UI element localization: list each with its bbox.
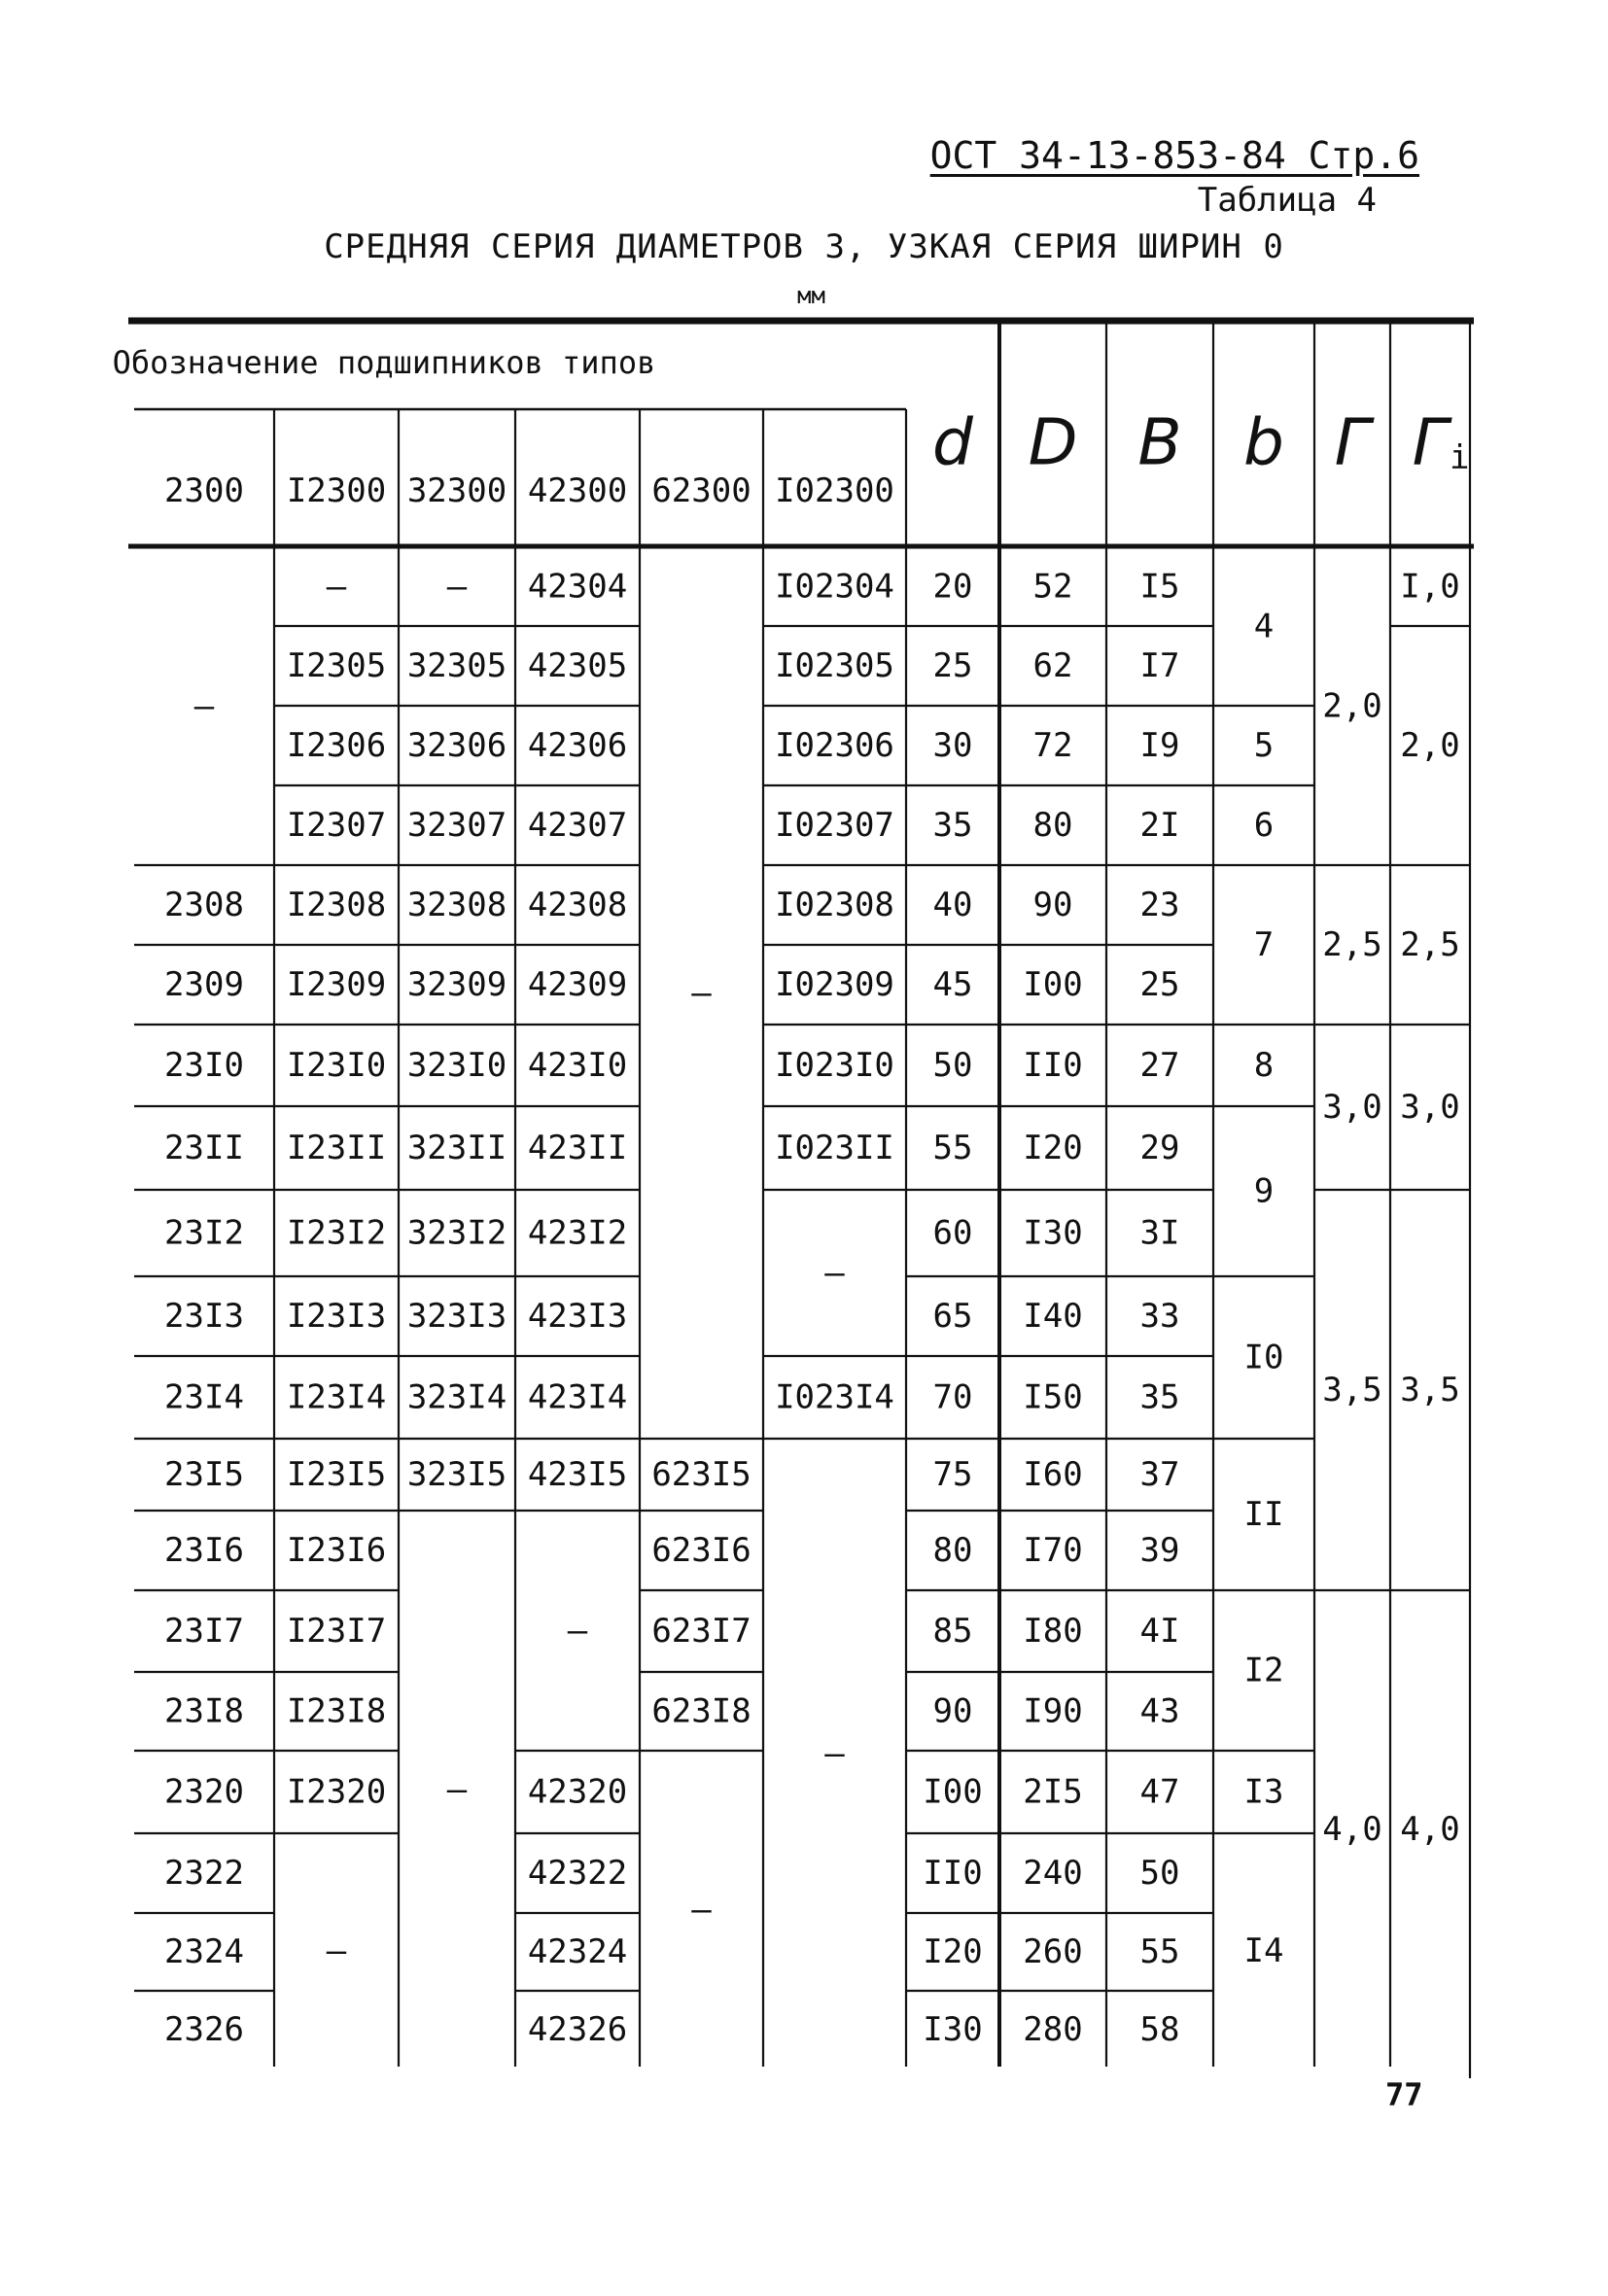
cell-12300: I2308 bbox=[286, 886, 387, 924]
cell-2300: 2320 bbox=[164, 1772, 244, 1812]
cell-42300: 42320 bbox=[527, 1772, 628, 1812]
cell-42300: 42306 bbox=[527, 726, 628, 765]
cell-d: 25 bbox=[932, 646, 973, 685]
cell-42300: 423I3 bbox=[527, 1297, 628, 1336]
type-header-5: I02300 bbox=[775, 471, 894, 510]
cell-D: 240 bbox=[1023, 1854, 1083, 1893]
table-cells bbox=[113, 344, 1470, 2049]
cell-2300: 23I8 bbox=[164, 1691, 244, 1731]
cell-12300: I2305 bbox=[286, 646, 387, 685]
cell-B: 27 bbox=[1139, 1046, 1180, 1085]
cell-b: I2 bbox=[1243, 1651, 1284, 1690]
cell-r1: 4,0 bbox=[1400, 1810, 1460, 1849]
cell-2300: 2322 bbox=[164, 1854, 244, 1893]
cell-B: I7 bbox=[1139, 646, 1180, 685]
cell-12300: I23I0 bbox=[286, 1046, 387, 1085]
cell-102300: I02309 bbox=[775, 965, 894, 1004]
cell-32300: 32307 bbox=[406, 806, 507, 845]
cell-D: 72 bbox=[1032, 726, 1073, 765]
cell-D: I80 bbox=[1023, 1612, 1083, 1651]
cell-102300: I02307 bbox=[775, 806, 894, 845]
cell-32300: 323I0 bbox=[406, 1046, 507, 1085]
cell-12300: — bbox=[326, 567, 347, 607]
cell-B: 4I bbox=[1139, 1612, 1180, 1651]
cell-102300: I023II bbox=[775, 1129, 894, 1167]
cell-2300: 23I5 bbox=[164, 1455, 244, 1494]
cell-42300: — bbox=[567, 1611, 588, 1651]
cell-12300: I23I3 bbox=[286, 1297, 387, 1336]
cell-2300: 23I4 bbox=[164, 1377, 244, 1417]
d-header: d bbox=[932, 404, 973, 480]
cell-D: 280 bbox=[1023, 2010, 1083, 2049]
cell-12300: I23I4 bbox=[286, 1377, 387, 1417]
cell-b: 6 bbox=[1253, 806, 1275, 845]
cell-102300: — bbox=[824, 1253, 845, 1293]
cell-d: 65 bbox=[932, 1297, 973, 1336]
cell-32300: 323I3 bbox=[406, 1297, 507, 1336]
cell-32300: 32308 bbox=[406, 886, 507, 924]
cell-62300: — bbox=[691, 973, 712, 1013]
cell-12300: I23I8 bbox=[286, 1691, 387, 1731]
r1-subscript: i bbox=[1450, 438, 1470, 477]
cell-r1: 2,5 bbox=[1400, 925, 1460, 964]
cell-r: 4,0 bbox=[1322, 1810, 1382, 1849]
cell-D: 52 bbox=[1032, 567, 1073, 607]
cell-d: 40 bbox=[932, 886, 973, 924]
cell-102300: I02306 bbox=[775, 726, 894, 765]
cell-42300: 423II bbox=[527, 1129, 628, 1167]
cell-B: 37 bbox=[1139, 1455, 1180, 1494]
cell-32300: — bbox=[446, 1770, 468, 1809]
cell-2300: — bbox=[193, 686, 215, 726]
cell-d: 70 bbox=[932, 1377, 973, 1417]
cell-r: 3,5 bbox=[1322, 1371, 1382, 1409]
cell-102300: — bbox=[824, 1734, 845, 1773]
cell-12300: I23I2 bbox=[286, 1213, 387, 1253]
type-header-3: 42300 bbox=[527, 471, 628, 510]
cell-d: 75 bbox=[932, 1455, 973, 1494]
cell-D: I30 bbox=[1023, 1213, 1083, 1253]
cell-42300: 42322 bbox=[527, 1854, 628, 1893]
cell-b: 4 bbox=[1253, 607, 1275, 646]
r1-header: Г bbox=[1412, 404, 1449, 480]
cell-12300: I23II bbox=[286, 1129, 387, 1167]
cell-42300: 423I4 bbox=[527, 1377, 628, 1417]
cell-b: 5 bbox=[1253, 726, 1275, 765]
cell-12300: I23I5 bbox=[286, 1455, 387, 1494]
cell-42300: 42324 bbox=[527, 1932, 628, 1971]
cell-d: 55 bbox=[932, 1129, 973, 1167]
B-header: B bbox=[1137, 404, 1182, 480]
unit-label: мм bbox=[797, 282, 825, 309]
cell-2300: 2309 bbox=[164, 965, 244, 1004]
cell-32300: 32306 bbox=[406, 726, 507, 765]
cell-r1: 2,0 bbox=[1400, 726, 1460, 765]
cell-D: 62 bbox=[1032, 646, 1073, 685]
cell-B: 55 bbox=[1139, 1932, 1180, 1971]
cell-B: 50 bbox=[1139, 1854, 1180, 1893]
cell-B: I9 bbox=[1139, 726, 1180, 765]
cell-B: I5 bbox=[1139, 567, 1180, 607]
table-title: СРЕДНЯЯ СЕРИЯ ДИАМЕТРОВ 3, УЗКАЯ СЕРИЯ ШИРИН 0 bbox=[324, 227, 1284, 266]
cell-D: I20 bbox=[1023, 1129, 1083, 1167]
cell-d: I00 bbox=[923, 1772, 983, 1812]
cell-42300: 423I2 bbox=[527, 1213, 628, 1253]
cell-32300: 323II bbox=[406, 1129, 507, 1167]
cell-62300: 623I7 bbox=[651, 1612, 752, 1651]
cell-32300: 32305 bbox=[406, 646, 507, 685]
cell-32300: 32309 bbox=[406, 965, 507, 1004]
group-header: Обозначение подшипников типов bbox=[112, 344, 656, 381]
cell-B: 39 bbox=[1139, 1531, 1180, 1570]
cell-r: 3,0 bbox=[1322, 1088, 1382, 1127]
cell-32300: — bbox=[446, 567, 468, 607]
cell-d: I20 bbox=[923, 1932, 983, 1971]
cell-B: 33 bbox=[1139, 1297, 1180, 1336]
cell-32300: 323I5 bbox=[406, 1455, 507, 1494]
cell-102300: I023I0 bbox=[775, 1046, 894, 1085]
cell-2300: 2326 bbox=[164, 2010, 244, 2049]
cell-b: I4 bbox=[1243, 1931, 1284, 1970]
cell-b: 7 bbox=[1253, 925, 1275, 964]
page-number: 77 bbox=[1385, 2076, 1423, 2113]
cell-12300: I2306 bbox=[286, 726, 387, 765]
document-code: ОСТ 34-13-853-84 Стр.6 bbox=[929, 134, 1419, 177]
cell-12300: I2307 bbox=[286, 806, 387, 845]
cell-B: 58 bbox=[1139, 2010, 1180, 2049]
cell-102300: I023I4 bbox=[775, 1377, 894, 1417]
cell-r: 2,0 bbox=[1322, 686, 1382, 726]
cell-D: I40 bbox=[1023, 1297, 1083, 1336]
cell-42300: 423I0 bbox=[527, 1046, 628, 1085]
cell-12300: I23I6 bbox=[286, 1531, 387, 1570]
cell-D: 260 bbox=[1023, 1932, 1083, 1971]
cell-42300: 42304 bbox=[527, 567, 628, 607]
cell-D: I90 bbox=[1023, 1691, 1083, 1731]
cell-d: 80 bbox=[932, 1531, 973, 1570]
D-header: D bbox=[1028, 404, 1078, 480]
cell-b: II bbox=[1243, 1495, 1284, 1534]
cell-62300: — bbox=[691, 1890, 712, 1930]
cell-102300: I02308 bbox=[775, 886, 894, 924]
cell-102300: I02304 bbox=[775, 567, 894, 607]
cell-D: 80 bbox=[1032, 806, 1073, 845]
cell-2300: 2324 bbox=[164, 1932, 244, 1971]
cell-42300: 42308 bbox=[527, 886, 628, 924]
type-header-1: I2300 bbox=[286, 471, 387, 510]
cell-12300: I2309 bbox=[286, 965, 387, 1004]
cell-r: 2,5 bbox=[1322, 925, 1382, 964]
cell-D: I60 bbox=[1023, 1455, 1083, 1494]
cell-2300: 23I2 bbox=[164, 1213, 244, 1253]
cell-b: I3 bbox=[1243, 1772, 1284, 1812]
cell-D: I50 bbox=[1023, 1377, 1083, 1417]
cell-62300: 623I6 bbox=[651, 1531, 752, 1570]
cell-D: I70 bbox=[1023, 1531, 1083, 1570]
cell-B: 47 bbox=[1139, 1772, 1180, 1812]
cell-12300: — bbox=[326, 1931, 347, 1970]
cell-r1: 3,0 bbox=[1400, 1088, 1460, 1127]
cell-d: 90 bbox=[932, 1691, 973, 1731]
cell-2300: 23II bbox=[164, 1129, 244, 1167]
b-header: b bbox=[1243, 404, 1284, 480]
cell-d: 30 bbox=[932, 726, 973, 765]
cell-42300: 42307 bbox=[527, 806, 628, 845]
type-header-4: 62300 bbox=[651, 471, 752, 510]
cell-r1: I,0 bbox=[1400, 567, 1460, 607]
cell-d: 60 bbox=[932, 1213, 973, 1253]
type-header-0: 2300 bbox=[164, 471, 244, 510]
cell-B: 25 bbox=[1139, 965, 1180, 1004]
cell-b: 9 bbox=[1253, 1171, 1275, 1211]
cell-2300: 23I7 bbox=[164, 1612, 244, 1651]
cell-d: 85 bbox=[932, 1612, 973, 1651]
cell-62300: 623I8 bbox=[651, 1691, 752, 1731]
cell-d: 45 bbox=[932, 965, 973, 1004]
cell-b: I0 bbox=[1243, 1338, 1284, 1377]
cell-d: 35 bbox=[932, 806, 973, 845]
table-label: Таблица 4 bbox=[1197, 181, 1377, 220]
cell-B: 3I bbox=[1139, 1213, 1180, 1253]
cell-d: II0 bbox=[923, 1854, 983, 1893]
cell-2300: 2308 bbox=[164, 886, 244, 924]
cell-62300: 623I5 bbox=[651, 1455, 752, 1494]
cell-b: 8 bbox=[1253, 1046, 1275, 1085]
cell-D: II0 bbox=[1023, 1046, 1083, 1085]
cell-r1: 3,5 bbox=[1400, 1371, 1460, 1409]
cell-B: 43 bbox=[1139, 1691, 1180, 1731]
cell-d: 50 bbox=[932, 1046, 973, 1085]
cell-D: 2I5 bbox=[1023, 1772, 1083, 1812]
cell-12300: I23I7 bbox=[286, 1612, 387, 1651]
cell-42300: 423I5 bbox=[527, 1455, 628, 1494]
cell-32300: 323I2 bbox=[406, 1213, 507, 1253]
cell-2300: 23I3 bbox=[164, 1297, 244, 1336]
cell-D: I00 bbox=[1023, 965, 1083, 1004]
cell-32300: 323I4 bbox=[406, 1377, 507, 1417]
cell-D: 90 bbox=[1032, 886, 1073, 924]
cell-d: I30 bbox=[923, 2010, 983, 2049]
cell-42300: 42305 bbox=[527, 646, 628, 685]
cell-B: 29 bbox=[1139, 1129, 1180, 1167]
cell-42300: 42326 bbox=[527, 2010, 628, 2049]
cell-42300: 42309 bbox=[527, 965, 628, 1004]
cell-B: 2I bbox=[1139, 806, 1180, 845]
cell-2300: 23I0 bbox=[164, 1046, 244, 1085]
cell-102300: I02305 bbox=[775, 646, 894, 685]
cell-2300: 23I6 bbox=[164, 1531, 244, 1570]
cell-B: 23 bbox=[1139, 886, 1180, 924]
cell-12300: I2320 bbox=[286, 1772, 387, 1812]
r-header: Г bbox=[1334, 404, 1371, 480]
type-header-2: 32300 bbox=[406, 471, 507, 510]
cell-B: 35 bbox=[1139, 1377, 1180, 1417]
cell-d: 20 bbox=[932, 567, 973, 607]
